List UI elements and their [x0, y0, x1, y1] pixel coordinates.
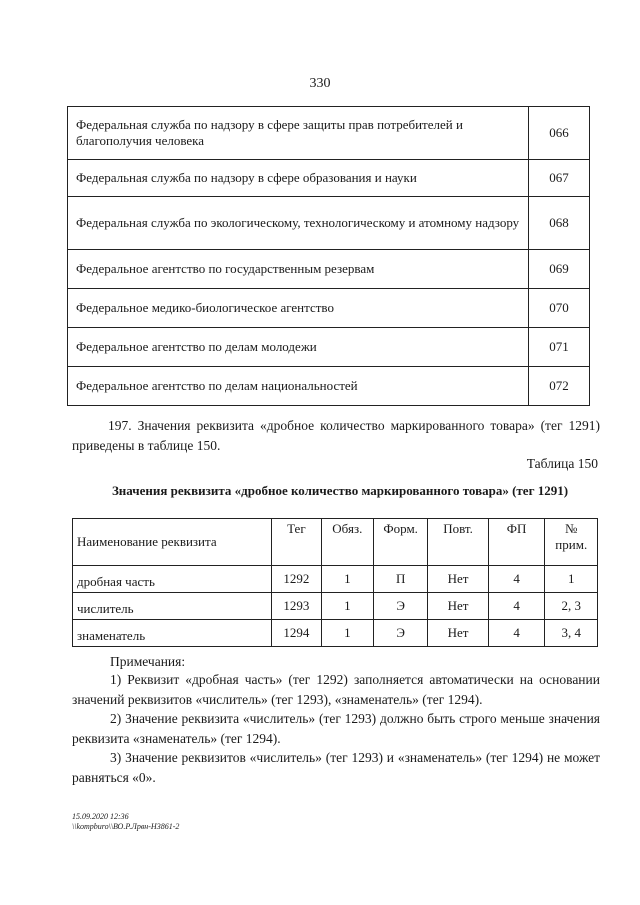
agency-name: Федеральное медико-биологическое агентство	[68, 289, 529, 328]
table-row	[68, 250, 590, 289]
cell-format: Э	[373, 620, 428, 647]
cell-required: 1	[321, 566, 373, 593]
agency-codes-table	[67, 106, 590, 406]
cell-format: П	[373, 566, 428, 593]
cell-repeat: Нет	[428, 566, 488, 593]
agency-name: Федеральное агентство по делам молодежи	[68, 328, 529, 367]
note-1: 1) Реквизит «дробная часть» (тег 1292) заполняется автоматически на основании значений реквизитов «числитель» (тег 1293), «знаменатель» (тег 1294).	[72, 672, 600, 707]
table-row	[68, 289, 590, 328]
agency-code: 072	[529, 367, 590, 406]
note-2: 2) Значение реквизита «числитель» (тег 1293) должно быть строго меньше значения реквизита «знаменатель» (тег 1294).	[72, 711, 600, 746]
agency-code: 070	[529, 289, 590, 328]
cell-name: числитель	[73, 593, 272, 620]
header-format: Форм.	[373, 519, 428, 566]
table-row	[68, 107, 590, 160]
notes-title: Примечания:	[110, 654, 186, 669]
cell-fp: 4	[488, 566, 545, 593]
cell-format: Э	[373, 593, 428, 620]
agency-name: Федеральная служба по надзору в сфере образования и науки	[68, 160, 529, 197]
agency-code: 069	[529, 250, 590, 289]
table-label: Таблица 150	[526, 456, 598, 471]
cell-note: 2, 3	[545, 593, 598, 620]
header-note-number: № прим.	[545, 519, 598, 566]
table-header-row	[73, 519, 598, 566]
header-name: Наименование реквизита	[73, 519, 272, 566]
cell-required: 1	[321, 620, 373, 647]
agency-name: Федеральное агентство по делам национальностей	[68, 367, 529, 406]
agency-code: 067	[529, 160, 590, 197]
note-3: 3) Значение реквизитов «числитель» (тег 1293) и «знаменатель» (тег 1294) не может равняться «0».	[72, 750, 600, 785]
agency-name: Федеральная служба по экологическому, технологическому и атомному надзору	[68, 197, 529, 250]
cell-tag: 1293	[272, 593, 322, 620]
page-number: 330	[309, 76, 331, 91]
cell-tag: 1294	[272, 620, 322, 647]
footer-path: \\kompburo\\ВО.Р.Лрвн-Н3861-2	[72, 822, 180, 831]
agency-name: Федеральное агентство по государственным резервам	[68, 250, 529, 289]
requisite-values-table	[72, 518, 598, 647]
agency-code: 071	[529, 328, 590, 367]
cell-fp: 4	[488, 620, 545, 647]
header-fp: ФП	[488, 519, 545, 566]
table-row	[68, 328, 590, 367]
cell-name: дробная часть	[73, 566, 272, 593]
paragraph-197: 197. Значения реквизита «дробное количество маркированного товара» (тег 1291) приведены в таблице 150.	[72, 418, 600, 453]
cell-note: 1	[545, 566, 598, 593]
cell-note: 3, 4	[545, 620, 598, 647]
table-row	[68, 160, 590, 197]
header-tag: Тег	[272, 519, 322, 566]
cell-repeat: Нет	[428, 593, 488, 620]
table-row	[73, 566, 598, 593]
table-row	[68, 367, 590, 406]
agency-code: 068	[529, 197, 590, 250]
table-title: Значения реквизита «дробное количество маркированного товара» (тег 1291)	[111, 483, 569, 498]
agency-name: Федеральная служба по надзору в сфере защиты прав потребителей и благополучия человека	[68, 107, 529, 160]
cell-tag: 1292	[272, 566, 322, 593]
header-required: Обяз.	[321, 519, 373, 566]
table-row	[73, 620, 598, 647]
cell-name: знаменатель	[73, 620, 272, 647]
table-row	[73, 593, 598, 620]
footer-stamp	[72, 812, 179, 832]
table-row	[68, 197, 590, 250]
header-repeat: Повт.	[428, 519, 488, 566]
cell-required: 1	[321, 593, 373, 620]
agency-code: 066	[529, 107, 590, 160]
footer-date: 15.09.2020 12:36	[72, 812, 129, 821]
cell-repeat: Нет	[428, 620, 488, 647]
cell-fp: 4	[488, 593, 545, 620]
